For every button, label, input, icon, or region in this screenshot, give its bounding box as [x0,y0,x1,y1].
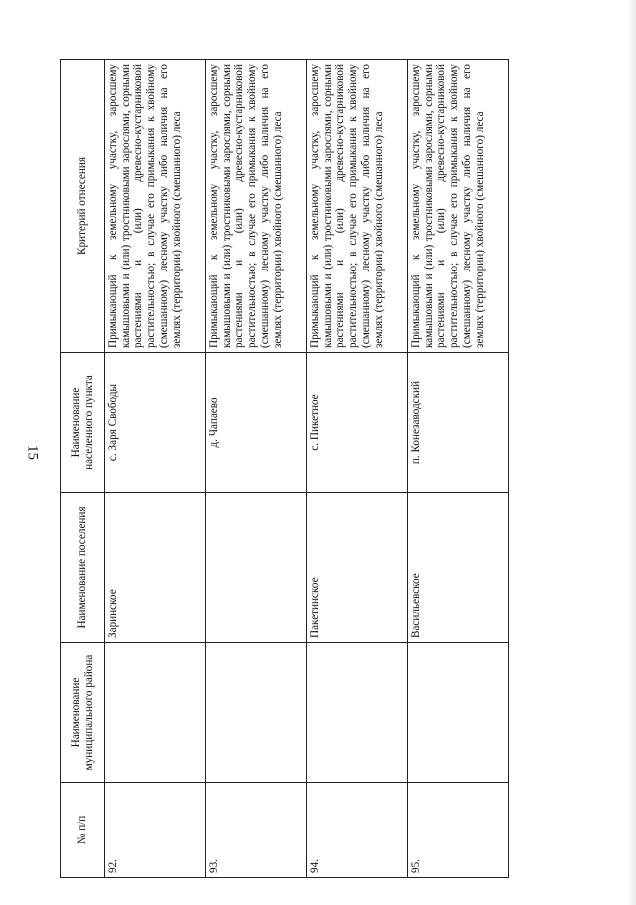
table-row [307,60,408,878]
row-locality: п. Конезаводский [408,353,509,493]
row-criterion: Примыкающий к земельному участку, заросшему камышовыми и (или) тростниковыми зарослями, сорными растениями и (или) древесно-кустарниковой растительностью; в случае его примыкания к хвойному (смешанному) лесному участку либо наличия на его землях (территории) хвойного (смешанного) леса [307,60,408,353]
row-criterion: Примыкающий к земельному участку, заросшему камышовыми и (или) тростниковыми зарослями, сорными растениями и (или) древесно-кустарниковой растительностью; в случае его примыкания к хвойному (смешанному) лесному участку либо наличия на его землях (территории) хвойного (смешанного) леса [105,60,206,353]
table-row [206,60,307,878]
row-num: 94. [307,783,408,878]
table-row [408,60,509,878]
header-settlement: Наименование поселения [61,493,105,643]
header-criterion: Критерий отнесения [61,60,105,353]
row-district [206,643,307,783]
row-criterion: Примыкающий к земельному участку, заросшему камышовыми и (или) тростниковыми зарослями, сорными растениями и (или) древесно-кустарниковой растительностью; в случае его примыкания к хвойному (смешанному) лесному участку либо наличия на его землях (территории) хвойного (смешанного) леса [408,60,509,353]
row-settlement: Пакетинское [307,493,408,643]
header-locality: Наименование населенного пункта [61,353,105,493]
table-header-row [61,60,105,878]
row-district [307,643,408,783]
scan-edge-shadow [628,0,636,905]
row-settlement: Васильевское [408,493,509,643]
settlements-table [60,59,509,878]
row-locality: с. Пикетное [307,353,408,493]
row-district [408,643,509,783]
page-number: 15 [24,445,41,460]
rotated-table-wrapper [60,60,508,878]
row-num: 92. [105,783,206,878]
row-district [105,643,206,783]
row-num: 93. [206,783,307,878]
header-num: № п/п [61,783,105,878]
row-criterion: Примыкающий к земельному участку, заросшему камышовыми и (или) тростниковыми зарослями, сорными растениями и (или) древесно-кустарниковой растительностью; в случае его примыкания к хвойному (смешанному) лесному участку либо наличия на его землях (территории) хвойного (смешанного) леса [206,60,307,353]
row-settlement: Заринское [105,493,206,643]
table-row [105,60,206,878]
row-settlement [206,493,307,643]
header-district: Наименование муниципального района [61,643,105,783]
row-locality: д. Чапаево [206,353,307,493]
row-num: 95. [408,783,509,878]
row-locality: с. Заря Свободы [105,353,206,493]
